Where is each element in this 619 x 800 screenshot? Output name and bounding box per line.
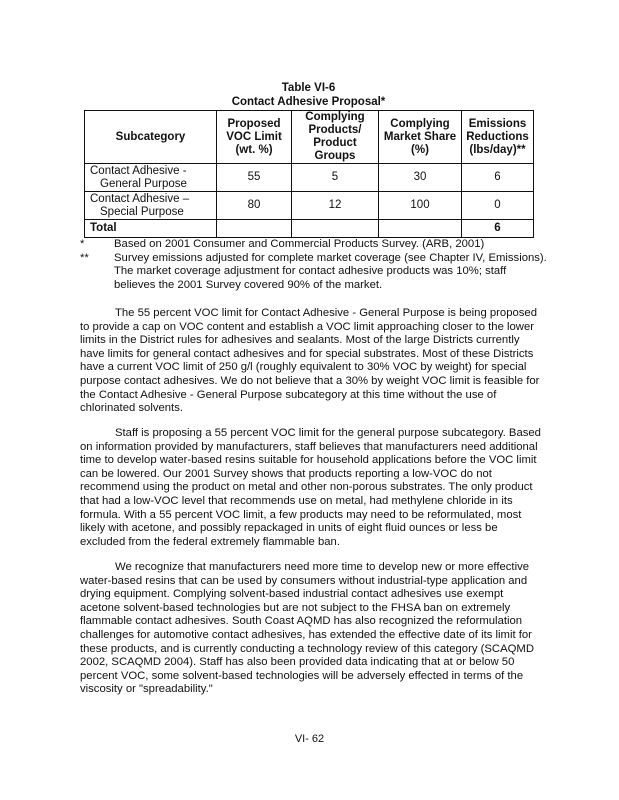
cell-subcategory xyxy=(85,192,217,220)
body-paragraph: Staff is proposing a 55 percent VOC limit for the general purpose subcategory. Based on information provided by manufacturers, staff believes that manufacturers need additional time to develop water-based resins suitable for household applications before the VOC limit can be lowered. Our 2001 Survey shows that products reporting a low-VOC do not recommend using the product on metal and other non-porous substrates. The only product that had a low-VOC level that recommends use on metal, had methylene chloride in its formula. With a 55 percent VOC limit, a few products may need to be reformulated, most likely with acetone, and possibly repackaged in units of eight fluid ounces or less be excluded from the federal extremely flammable ban. xyxy=(80,427,541,548)
header-subcategory: Subcategory xyxy=(85,111,217,164)
footnote-mark: ** xyxy=(80,251,89,264)
table-title: Table VI-6 xyxy=(281,82,336,94)
body-paragraph: The 55 percent VOC limit for Contact Adhesive - General Purpose is being proposed to provide a cap on VOC content and establish a VOC limit approaching closer to the lower limits in the District rules for adhesives and sealants. Most of the large Districts currently have limits for general contact adhesives and for special substrates. Most of these Districts have a current VOC limit of 250 g/l (roughly equivalent to 30% VOC by weight) for special purpose contact adhesives. We do not believe that a 30% by weight VOC limit is feasible for the Contact Adhesive - General Purpose subcategory at this time without the use of chlorinated solvents. xyxy=(80,307,540,415)
cell-emissions-reductions: 0 xyxy=(462,192,534,220)
cell-emissions-reductions: 6 xyxy=(462,164,534,192)
table-total-row xyxy=(85,220,534,238)
cell-total-empty xyxy=(217,220,292,238)
subcategory-line1: Contact Adhesive – xyxy=(90,192,190,205)
cell-subcategory xyxy=(85,164,217,192)
table-row xyxy=(85,164,534,192)
subcategory-line2: Special Purpose xyxy=(100,205,184,218)
header-voc-limit: Proposed VOC Limit (wt. %) xyxy=(217,111,292,164)
footnote xyxy=(80,252,550,293)
cell-total-empty xyxy=(292,220,379,238)
page-number: VI- 62 xyxy=(294,733,325,745)
table-subtitle: Contact Adhesive Proposal* xyxy=(231,96,386,108)
cell-total-empty xyxy=(379,220,462,238)
footnote-mark: * xyxy=(80,238,85,250)
cell-total-emissions: 6 xyxy=(462,220,534,238)
cell-voc-limit: 80 xyxy=(217,192,292,220)
table-footnotes xyxy=(80,238,550,292)
table-header-row xyxy=(85,111,534,164)
cell-complying-products: 12 xyxy=(292,192,379,220)
header-market-share: Complying Market Share (%) xyxy=(379,111,462,164)
cell-voc-limit: 55 xyxy=(217,164,292,192)
footnote-text: Based on 2001 Consumer and Commercial Products Survey. (ARB, 2001) xyxy=(114,238,485,250)
contact-adhesive-proposal-table xyxy=(84,110,534,238)
footnote xyxy=(80,238,550,252)
body-paragraph: We recognize that manufacturers need more time to develop new or more effective water-based resins that can be used by consumers without industrial-type application and drying equipment. Complying solvent-based industrial contact adhesives use exempt acetone solvent-based technologies but are not subject to the FHSA ban on extremely flammable contact adhesives. South Coast AQMD has also recognized the reformulation challenges for automotive contact adhesives, has extended the effective date of its limit for these products, and is currently conducting a technology review of this category (SCAQMD 2002, SCAQMD 2004). Staff has also been provided data indicating that at or below 50 percent VOC, some solvent-based technologies will be adversely effected in terms of the viscosity or "spreadability." xyxy=(80,561,534,696)
header-complying-products: Complying Products/ Product Groups xyxy=(292,111,379,164)
cell-market-share: 30 xyxy=(379,164,462,192)
cell-complying-products: 5 xyxy=(292,164,379,192)
footnote-text: Survey emissions adjusted for complete market coverage (see Chapter IV, Emissions). The market coverage adjustment for contact adhesive products was 10%; staff believes the 2001 Survey covered 90% of the market. xyxy=(114,251,547,291)
header-emissions-reductions: Emissions Reductions (lbs/day)** xyxy=(462,111,534,164)
cell-market-share: 100 xyxy=(379,192,462,220)
subcategory-line1: Contact Adhesive - xyxy=(90,164,187,177)
subcategory-line2: General Purpose xyxy=(100,177,187,190)
table-row xyxy=(85,192,534,220)
cell-total-label: Total xyxy=(85,220,217,238)
